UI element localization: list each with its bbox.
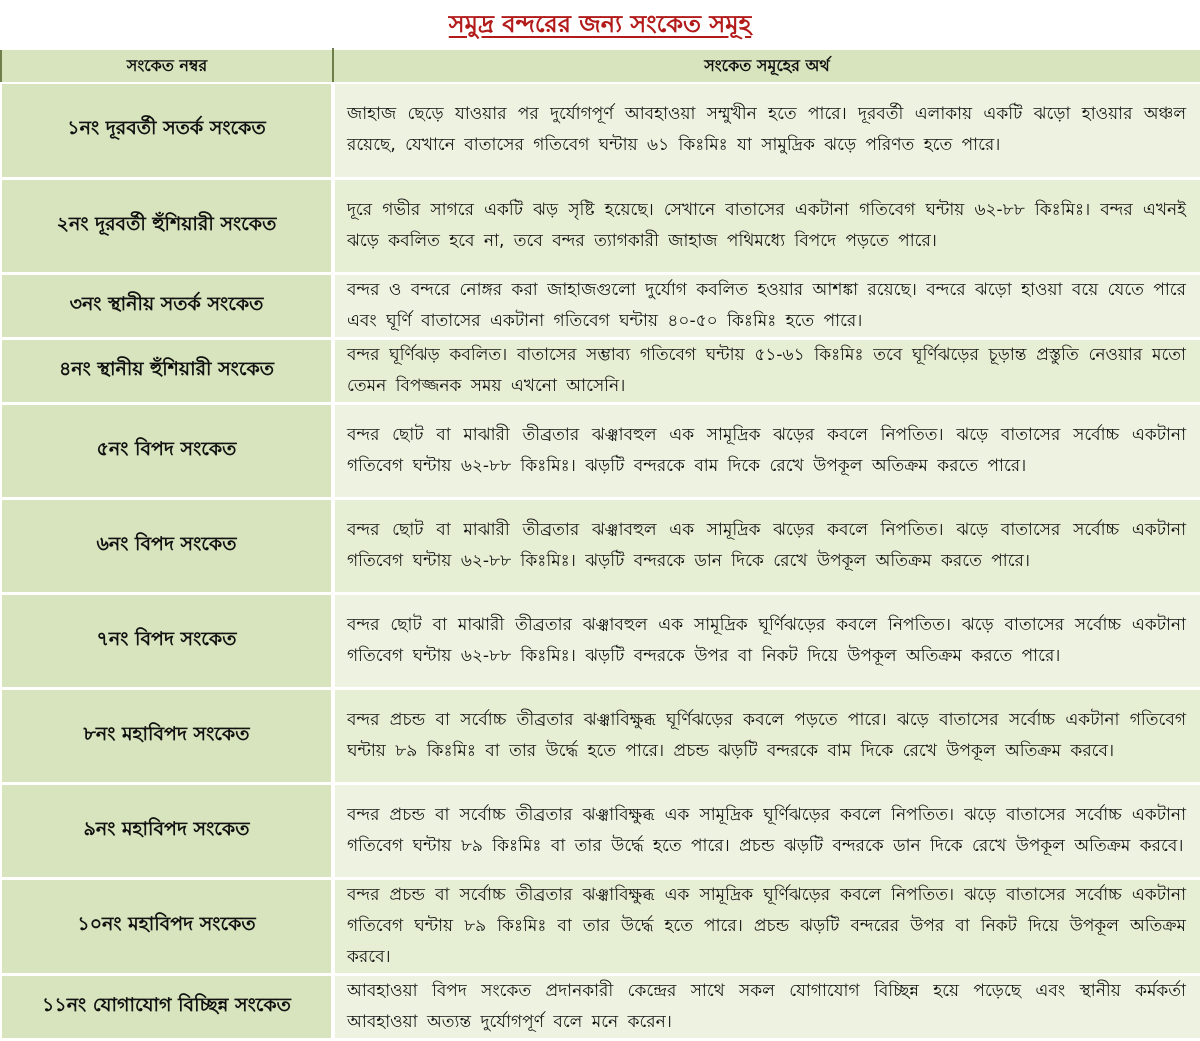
signal-meaning: দূরে গভীর সাগরে একটি ঝড় সৃষ্টি হয়েছে। সেখানে বাতাসের একটানা গতিবেগ ঘন্টায় ৬২-৮৮ কিঃমিঃ। বন্দর এখনই ঝড়ে কবলিত হবে না, তবে বন্দর ত্যাগকারী জাহাজ পথিমধ্যে বিপদে পড়তে পারে।	[333, 178, 1200, 273]
signal-meaning: বন্দর ছোট বা মাঝারী তীব্রতার ঝঞ্ঝাবহুল এক সামূদ্রিক ঝড়ের কবলে নিপতিত। ঝড়ে বাতাসের সর্বোচ্চ একটানা গতিবেগ ঘন্টায় ৬২-৮৮ কিঃমিঃ। ঝড়টি বন্দরকে বাম দিকে রেখে উপকূল অতিক্রম করতে পারে।	[333, 403, 1200, 498]
signal-meaning: বন্দর ছোট বা মাঝারী তীব্রতার ঝঞ্ঝাবহুল এক সামূদ্রিক ঝড়ের কবলে নিপতিত। ঝড়ে বাতাসের সর্বোচ্চ একটানা গতিবেগ ঘন্টায় ৬২-৮৮ কিঃমিঃ। ঝড়টি বন্দরকে ডান দিকে রেখে উপকূল অতিক্রম করতে পারে।	[333, 498, 1200, 593]
signal-name: ১নং দূরবর্তী সতর্ক সংকেত	[1, 83, 333, 178]
table-row	[1, 974, 1200, 1039]
page-title-text: সমুদ্র বন্দরের জন্য সংকেত সমূহ	[448, 10, 752, 38]
signal-meaning: আবহাওয়া বিপদ সংকেত প্রদানকারী কেন্দ্রের সাথে সকল যোগাযোগ বিচ্ছিন্ন হয়ে পড়েছে এবং স্থানীয় কর্মকর্তা আবহাওয়া অত্যন্ত দুর্যোগপূর্ণ বলে মনে করেন।	[333, 974, 1200, 1039]
signal-name: ১০নং মহাবিপদ সংকেত	[1, 878, 333, 974]
table-row	[1, 273, 1200, 338]
signal-name: ৯নং মহাবিপদ সংকেত	[1, 783, 333, 878]
signal-meaning: বন্দর প্রচন্ড বা সর্বোচ্চ তীব্রতার ঝঞ্ঝাবিক্ষুব্ধ এক সামূদ্রিক ঘূর্ণিঝড়ের কবলে নিপতিত। ঝড়ে বাতাসের সর্বোচ্চ একটানা গতিবেগ ঘন্টায় ৮৯ কিঃমিঃ বা তার উর্দ্ধে হতে পারে। প্রচন্ড ঝড়টি বন্দরকে ডান দিকে রেখে উপকূল অতিক্রম করবে।	[333, 783, 1200, 878]
signal-meaning: বন্দর ছোট বা মাঝারী তীব্রতার ঝঞ্ঝাবহুল এক সামূদ্রিক ঘূর্ণিঝড়ের কবলে নিপতিত। ঝড়ে বাতাসের সর্বোচ্চ একটানা গতিবেগ ঘন্টায় ৬২-৮৮ কিঃমিঃ। ঝড়টি বন্দরকে উপর বা নিকট দিয়ে উপকূল অতিক্রম করতে পারে।	[333, 593, 1200, 688]
signal-name: ৮নং মহাবিপদ সংকেত	[1, 688, 333, 783]
table-header	[1, 49, 1200, 83]
signal-name: ৫নং বিপদ সংকেত	[1, 403, 333, 498]
table-row	[1, 83, 1200, 178]
table-row	[1, 178, 1200, 273]
signals-table	[0, 48, 1200, 1041]
table-row	[1, 593, 1200, 688]
signal-meaning: জাহাজ ছেড়ে যাওয়ার পর দুর্যোগপূর্ণ আবহাওয়া সম্মুখীন হতে পারে। দূরবর্তী এলাকায় একটি ঝড়ো হাওয়ার অঞ্চল রয়েছে, যেখানে বাতাসের গতিবেগ ঘন্টায় ৬১ কিঃমিঃ যা সামুদ্রিক ঝড়ে পরিণত হতে পারে।	[333, 83, 1200, 178]
header-row	[1, 49, 1200, 83]
table-body	[1, 83, 1200, 1039]
table-row	[1, 688, 1200, 783]
signal-meaning: বন্দর ও বন্দরে নোঙ্গর করা জাহাজগুলো দুর্যোগ কবলিত হওয়ার আশঙ্কা রয়েছে। বন্দরে ঝড়ো হাওয়া বয়ে যেতে পারে এবং ঘূর্ণি বাতাসের একটানা গতিবেগ ঘন্টায় ৪০-৫০ কিঃমিঃ হতে পারে।	[333, 273, 1200, 338]
table-row	[1, 338, 1200, 403]
signal-name: ৩নং স্থানীয় সতর্ক সংকেত	[1, 273, 333, 338]
signal-meaning: বন্দর প্রচন্ড বা সর্বোচ্চ তীব্রতার ঝঞ্ঝাবিক্ষুব্ধ এক সামূদ্রিক ঘূর্ণিঝড়ের কবলে নিপতিত। ঝড়ে বাতাসের সর্বোচ্চ একটানা গতিবেগ ঘন্টায় ৮৯ কিঃমিঃ বা তার উর্দ্ধে হতে পারে। প্রচন্ড ঝড়টি বন্দরের উপর বা নিকট দিয়ে উপকূল অতিক্রম করবে।	[333, 878, 1200, 974]
signal-meaning: বন্দর প্রচন্ড বা সর্বোচ্চ তীব্রতার ঝঞ্ঝাবিক্ষুব্ধ ঘূর্ণিঝড়ের কবলে পড়তে পারে। ঝড়ে বাতাসের সর্বোচ্চ একটানা গতিবেগ ঘন্টায় ৮৯ কিঃমিঃ বা তার উর্দ্ধে হতে পারে। প্রচন্ড ঝড়টি বন্দরকে বাম দিকে রেখে উপকূল অতিক্রম করবে।	[333, 688, 1200, 783]
page-title	[0, 4, 1200, 44]
column-header-number: সংকেত নম্বর	[1, 49, 333, 83]
signal-meaning: বন্দর ঘূর্ণিঝড় কবলিত। বাতাসের সম্ভাব্য গতিবেগ ঘন্টায় ৫১-৬১ কিঃমিঃ তবে ঘূর্ণিঝড়ের চূড়ান্ত প্রস্তুতি নেওয়ার মতো তেমন বিপজ্জনক সময় এখনো আসেনি।	[333, 338, 1200, 403]
signal-name: ৭নং বিপদ সংকেত	[1, 593, 333, 688]
table-row	[1, 783, 1200, 878]
column-header-meaning: সংকেত সমূহের অর্থ	[333, 49, 1200, 83]
signal-name: ১১নং যোগাযোগ বিচ্ছিন্ন সংকেত	[1, 974, 333, 1039]
signal-name: ৪নং স্থানীয় হুঁশিয়ারী সংকেত	[1, 338, 333, 403]
table-row	[1, 498, 1200, 593]
signal-name: ২নং দূরবর্তী হুঁশিয়ারী সংকেত	[1, 178, 333, 273]
signal-name: ৬নং বিপদ সংকেত	[1, 498, 333, 593]
table-row	[1, 403, 1200, 498]
table-row	[1, 878, 1200, 974]
